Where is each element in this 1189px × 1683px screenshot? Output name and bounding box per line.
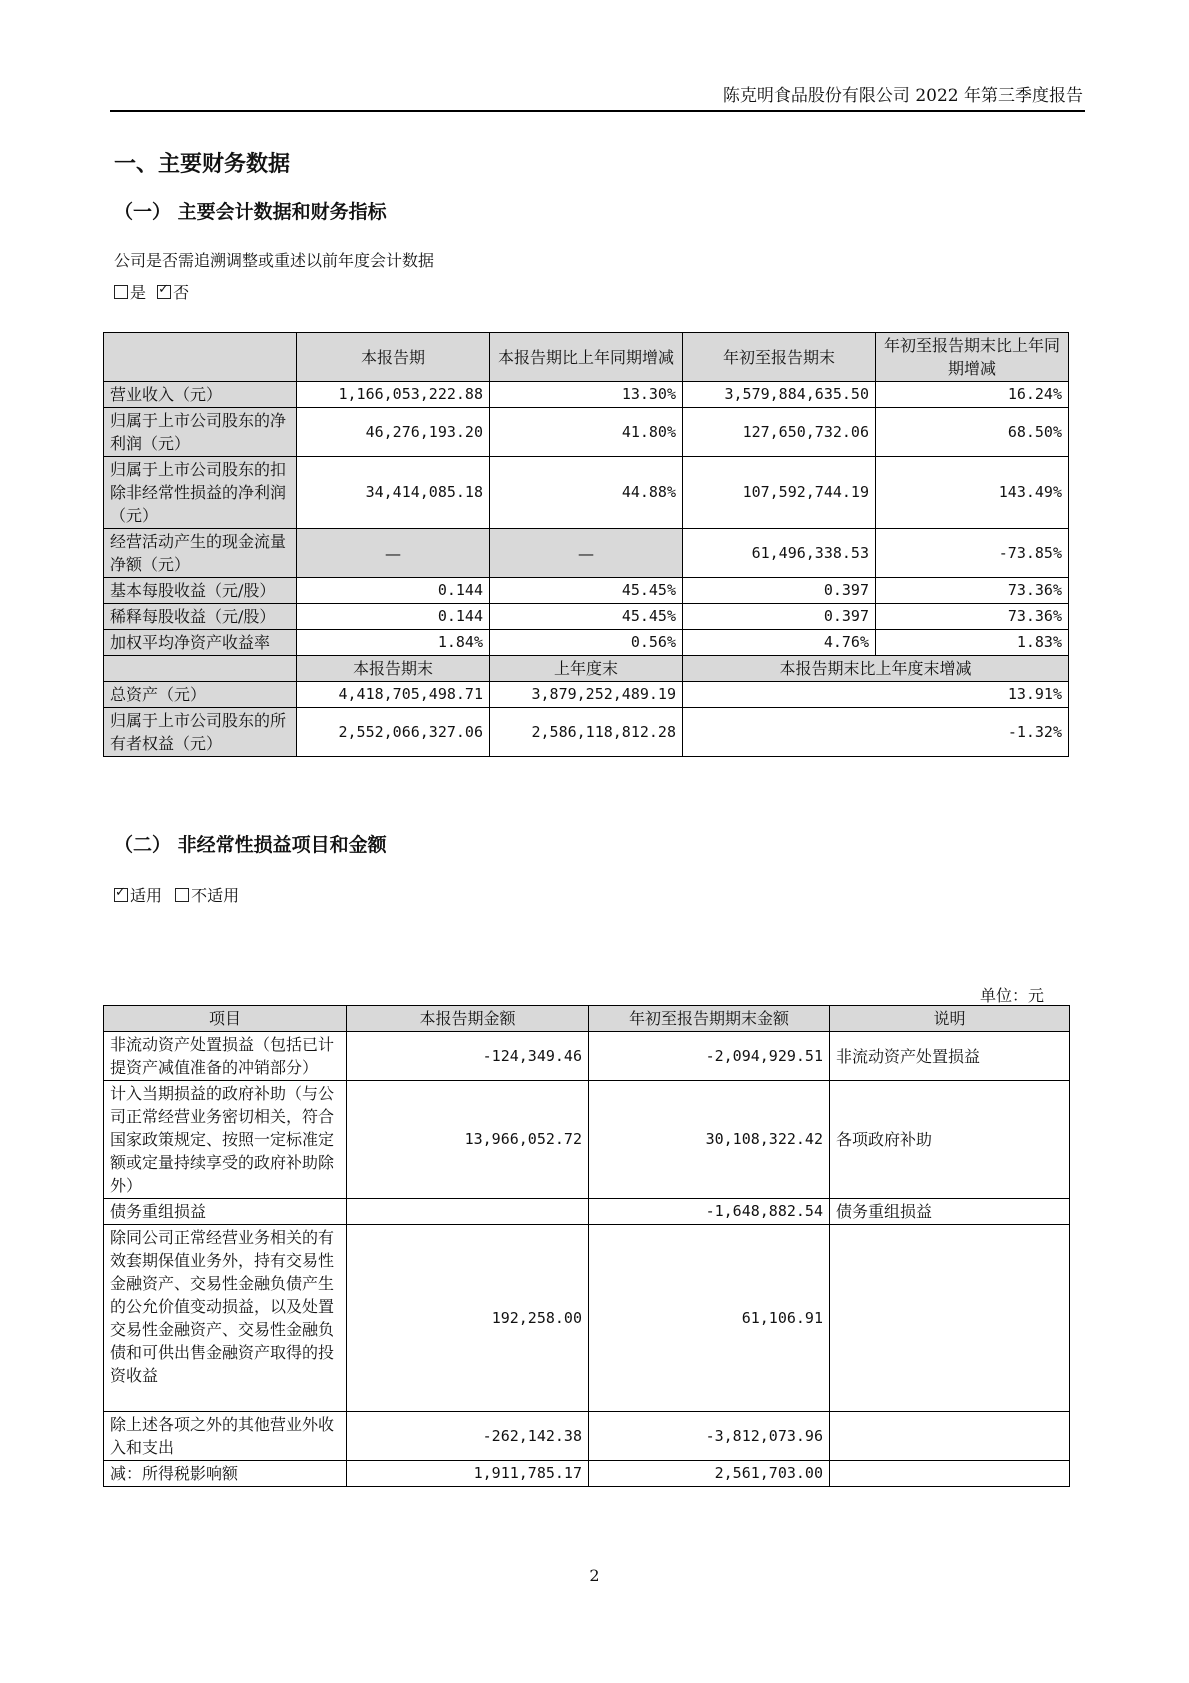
table-cell: 0.397 bbox=[683, 578, 876, 604]
table-cell: 61,106.91 bbox=[589, 1225, 830, 1412]
item-label: 非流动资产处置损益（包括已计提资产减值准备的冲销部分） bbox=[104, 1032, 347, 1081]
applicability-options bbox=[114, 883, 239, 906]
row-label: 归属于上市公司股东的所有者权益（元） bbox=[104, 708, 297, 757]
item-note: 非流动资产处置损益 bbox=[830, 1032, 1070, 1081]
table-row bbox=[104, 1225, 1070, 1412]
checkbox-not-applicable[interactable] bbox=[175, 888, 189, 902]
table-cell: 4.76% bbox=[683, 630, 876, 656]
checkbox-no[interactable] bbox=[157, 285, 171, 299]
row-label: 归属于上市公司股东的净利润（元） bbox=[104, 408, 297, 457]
option-yes-label: 是 bbox=[130, 283, 147, 302]
unit-label: 单位：元 bbox=[980, 986, 1045, 1005]
table-header-blank bbox=[104, 656, 297, 682]
section-heading-main-financial-data: 一、主要财务数据 bbox=[114, 151, 291, 177]
table-header-cell: 本报告期金额 bbox=[347, 1006, 589, 1032]
table-header-cell: 本报告期比上年同期增减 bbox=[490, 333, 683, 382]
subsection-heading-non-recurring-items: （二） 非经常性损益项目和金额 bbox=[114, 834, 387, 856]
report-title: 陈克明食品股份有限公司 2022 年第三季度报告 bbox=[722, 86, 1083, 106]
table-cell: -2,094,929.51 bbox=[589, 1032, 830, 1081]
table-cell: 2,561,703.00 bbox=[589, 1461, 830, 1487]
page-number: 2 bbox=[589, 1566, 600, 1585]
table-cell: 192,258.00 bbox=[347, 1225, 589, 1412]
table-cell: 2,552,066,327.06 bbox=[297, 708, 490, 757]
table-cell: 73.36% bbox=[876, 578, 1069, 604]
table-row bbox=[104, 630, 1069, 656]
table-subheader-cell: 本报告期末比上年度末增减 bbox=[683, 656, 1069, 682]
table-cell: 3,879,252,489.19 bbox=[490, 682, 683, 708]
table-cell: 1.84% bbox=[297, 630, 490, 656]
table-cell: -73.85% bbox=[876, 529, 1069, 578]
table-cell: 73.36% bbox=[876, 604, 1069, 630]
table-row bbox=[104, 708, 1069, 757]
table-cell bbox=[347, 1199, 589, 1225]
table-cell: 34,414,085.18 bbox=[297, 457, 490, 529]
table-cell: 46,276,193.20 bbox=[297, 408, 490, 457]
table-row bbox=[104, 1461, 1070, 1487]
table-cell: 61,496,338.53 bbox=[683, 529, 876, 578]
item-label: 债务重组损益 bbox=[104, 1199, 347, 1225]
table-cell: 2,586,118,812.28 bbox=[490, 708, 683, 757]
option-applicable-label: 适用 bbox=[130, 886, 163, 905]
table-cell: 3,579,884,635.50 bbox=[683, 382, 876, 408]
row-label: 营业收入（元） bbox=[104, 382, 297, 408]
table-cell: 45.45% bbox=[490, 604, 683, 630]
table-row bbox=[104, 1412, 1070, 1461]
table-row bbox=[104, 1032, 1070, 1081]
table-row bbox=[104, 529, 1069, 578]
table-cell: 30,108,322.42 bbox=[589, 1081, 830, 1199]
table-cell: 107,592,744.19 bbox=[683, 457, 876, 529]
table-cell: 0.56% bbox=[490, 630, 683, 656]
table-cell: 0.144 bbox=[297, 578, 490, 604]
item-note: 各项政府补助 bbox=[830, 1081, 1070, 1199]
item-note bbox=[830, 1461, 1070, 1487]
table-cell: -262,142.38 bbox=[347, 1412, 589, 1461]
table-header-blank bbox=[104, 333, 297, 382]
item-note bbox=[830, 1412, 1070, 1461]
table-cell: -1,648,882.54 bbox=[589, 1199, 830, 1225]
option-not-applicable-label: 不适用 bbox=[191, 886, 240, 905]
table-row bbox=[104, 1199, 1070, 1225]
table-cell: 68.50% bbox=[876, 408, 1069, 457]
table-row bbox=[104, 382, 1069, 408]
table-cell: 1,166,053,222.88 bbox=[297, 382, 490, 408]
row-label: 归属于上市公司股东的扣除非经常性损益的净利润（元） bbox=[104, 457, 297, 529]
table-cell: 0.144 bbox=[297, 604, 490, 630]
table-row bbox=[104, 457, 1069, 529]
table-cell: 1.83% bbox=[876, 630, 1069, 656]
table-cell: 1,911,785.17 bbox=[347, 1461, 589, 1487]
table-row bbox=[104, 408, 1069, 457]
table-subheader-cell: 本报告期末 bbox=[297, 656, 490, 682]
checkbox-applicable[interactable] bbox=[114, 888, 128, 902]
table-header-cell: 项目 bbox=[104, 1006, 347, 1032]
table-cell: 127,650,732.06 bbox=[683, 408, 876, 457]
row-label: 基本每股收益（元/股） bbox=[104, 578, 297, 604]
subsection-heading-key-indicators: （一） 主要会计数据和财务指标 bbox=[114, 201, 387, 223]
row-label: 稀释每股收益（元/股） bbox=[104, 604, 297, 630]
table-subheader-row bbox=[104, 656, 1069, 682]
item-label: 计入当期损益的政府补助（与公司正常经营业务密切相关，符合国家政策规定、按照一定标准定额或定量持续享受的政府补助除外） bbox=[104, 1081, 347, 1199]
item-label: 减：所得税影响额 bbox=[104, 1461, 347, 1487]
table-cell: 143.49% bbox=[876, 457, 1069, 529]
table-cell: 44.88% bbox=[490, 457, 683, 529]
restatement-options bbox=[114, 280, 189, 303]
table-header-cell: 年初至报告期期末金额 bbox=[589, 1006, 830, 1032]
table-cell: 41.80% bbox=[490, 408, 683, 457]
table-header-cell: 本报告期 bbox=[297, 333, 490, 382]
row-label: 经营活动产生的现金流量净额（元） bbox=[104, 529, 297, 578]
row-label: 总资产（元） bbox=[104, 682, 297, 708]
table-row bbox=[104, 1081, 1070, 1199]
option-no-label: 否 bbox=[173, 283, 190, 302]
item-note: 债务重组损益 bbox=[830, 1199, 1070, 1225]
table-cell: 45.45% bbox=[490, 578, 683, 604]
table-subheader-cell: 上年度末 bbox=[490, 656, 683, 682]
table-cell: 13.91% bbox=[683, 682, 1069, 708]
non-recurring-items-table bbox=[103, 1005, 1070, 1487]
table-cell: -124,349.46 bbox=[347, 1032, 589, 1081]
table-cell: — bbox=[490, 529, 683, 578]
table-header-cell: 说明 bbox=[830, 1006, 1070, 1032]
row-label: 加权平均净资产收益率 bbox=[104, 630, 297, 656]
table-cell: 13.30% bbox=[490, 382, 683, 408]
table-cell: 0.397 bbox=[683, 604, 876, 630]
key-financial-indicators-table bbox=[103, 332, 1069, 757]
table-row bbox=[104, 578, 1069, 604]
table-row bbox=[104, 682, 1069, 708]
table-cell: — bbox=[297, 529, 490, 578]
checkbox-yes[interactable] bbox=[114, 285, 128, 299]
restatement-question: 公司是否需追溯调整或重述以前年度会计数据 bbox=[114, 251, 435, 270]
table-cell: 4,418,705,498.71 bbox=[297, 682, 490, 708]
table-header-cell: 年初至报告期末比上年同期增减 bbox=[876, 333, 1069, 382]
item-label: 除上述各项之外的其他营业外收入和支出 bbox=[104, 1412, 347, 1461]
item-label: 除同公司正常经营业务相关的有效套期保值业务外，持有交易性金融资产、交易性金融负债产生的公允价值变动损益，以及处置交易性金融资产、交易性金融负债和可供出售金融资产取得的投资收益 bbox=[104, 1225, 347, 1412]
page-header bbox=[110, 82, 1085, 112]
table-cell: 13,966,052.72 bbox=[347, 1081, 589, 1199]
table-cell: 16.24% bbox=[876, 382, 1069, 408]
table-cell: -1.32% bbox=[683, 708, 1069, 757]
table-row bbox=[104, 604, 1069, 630]
table-cell: -3,812,073.96 bbox=[589, 1412, 830, 1461]
table-header-cell: 年初至报告期末 bbox=[683, 333, 876, 382]
item-note bbox=[830, 1225, 1070, 1412]
